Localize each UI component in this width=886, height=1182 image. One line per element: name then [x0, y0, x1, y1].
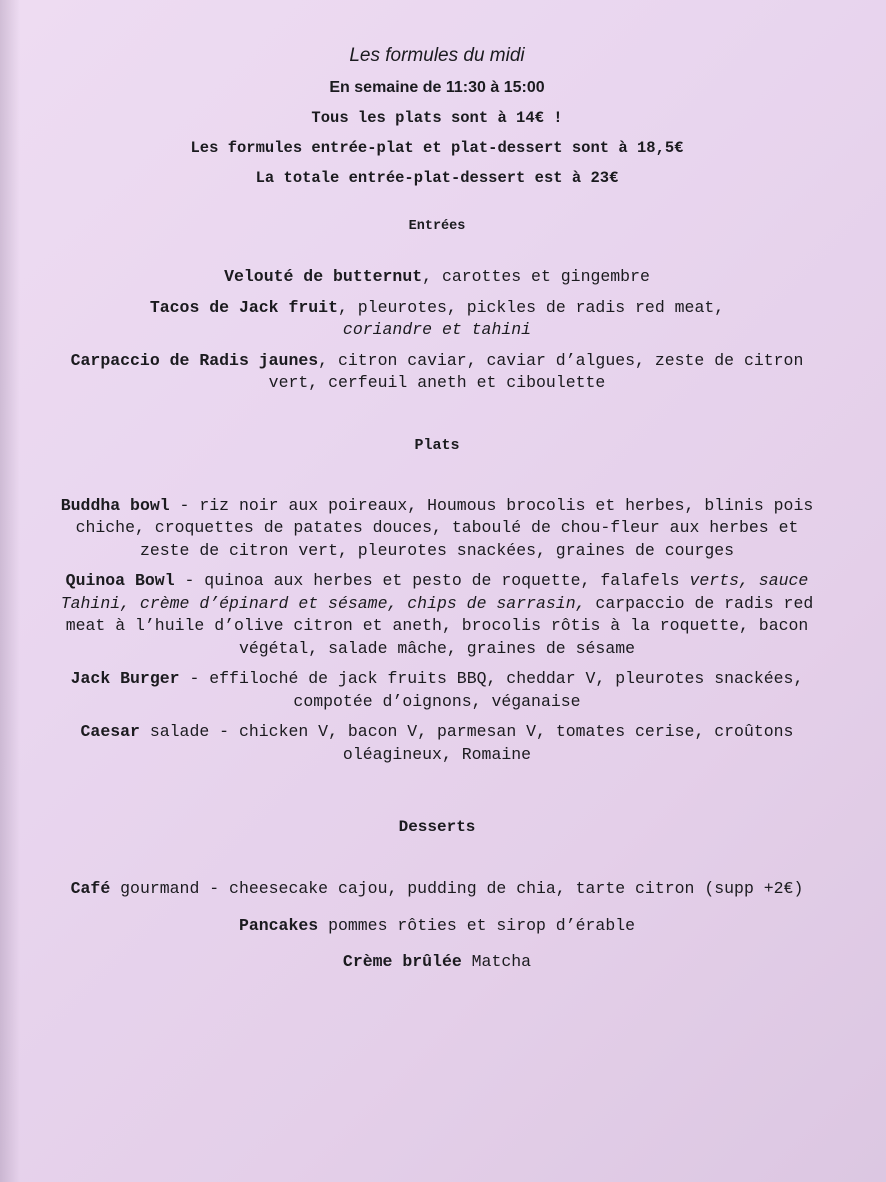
item-name: Velouté de butternut: [224, 267, 423, 286]
menu-sheet: [12, 20, 862, 974]
item-description-italic: coriandre et tahini: [342, 320, 532, 339]
item-description: Matcha: [461, 952, 532, 971]
item-name: Crème brûlée: [342, 952, 462, 971]
item-description: salade - chicken V, bacon V, parmesan V, tomates cerise, croûtons oléagineux, Romaine: [139, 722, 794, 764]
section-title-entrees: Entrées: [408, 219, 466, 234]
menu-title: Les formules du midi: [349, 45, 525, 66]
item-description: , pleurotes, pickles de radis red meat,: [337, 297, 725, 317]
menu-item: [12, 266, 862, 289]
item-description: - riz noir aux poireaux, Houmous brocolis et herbes, blinis pois chiche, croquettes de patates douces, taboulé de chou-fleur aux herbes et zeste de citron vert, pleurotes snackées, graines de courges: [75, 495, 814, 560]
section-title-plats: Plats: [414, 436, 460, 454]
item-description-tail: carpaccio de radis red meat à l’huile d’olive citron et aneth, brocolis rôtis à la roquette, bacon végétal, salade mâche, graines de sésame: [65, 593, 814, 658]
item-description-italic: verts, sauce Tahini, crème d’épinard et sésame, chips de sarrasin,: [60, 571, 809, 613]
item-description: - effiloché de jack fruits BBQ, cheddar V, pleurotes snackées, compotée d’oignons, véganaise: [179, 669, 804, 711]
item-name: Buddha bowl: [60, 495, 170, 515]
item-description: pommes rôties et sirop d’érable: [318, 915, 636, 935]
item-name: Café: [70, 879, 111, 898]
item-name: Tacos de Jack fruit: [149, 297, 338, 317]
price-line-totale: La totale entrée-plat-dessert est à 23€: [255, 169, 619, 187]
item-description: , citron caviar, caviar d’algues, zeste de citron vert, cerfeuil aneth et ciboulette: [268, 350, 804, 392]
menu-hours: En semaine de 11:30 à 15:00: [329, 79, 545, 96]
item-name: Pancakes: [238, 915, 319, 935]
price-line-plats: Tous les plats sont à 14€ !: [311, 109, 563, 127]
menu-item: [12, 350, 862, 395]
item-description: - quinoa aux herbes et pesto de roquette, falafels: [174, 571, 680, 590]
item-name: Carpaccio de Radis jaunes: [70, 350, 319, 370]
menu-item: [12, 878, 862, 901]
menu-item: [12, 951, 862, 974]
menu-item: [12, 915, 862, 938]
item-name: Caesar: [80, 722, 140, 741]
menu-item: [12, 721, 862, 766]
item-name: Jack Burger: [70, 669, 180, 688]
menu-item: [12, 570, 862, 660]
menu-item: [12, 668, 862, 713]
item-description: gourmand - cheesecake cajou, pudding de chia, tarte citron (supp +2€): [110, 879, 804, 898]
section-title-desserts: Desserts: [398, 818, 476, 836]
item-description: , carottes et gingembre: [422, 267, 650, 286]
price-line-formules: Les formules entrée-plat et plat-dessert sont à 18,5€: [190, 139, 684, 157]
menu-item: [12, 297, 862, 342]
item-name: Quinoa Bowl: [65, 571, 175, 590]
menu-item: [12, 495, 862, 563]
